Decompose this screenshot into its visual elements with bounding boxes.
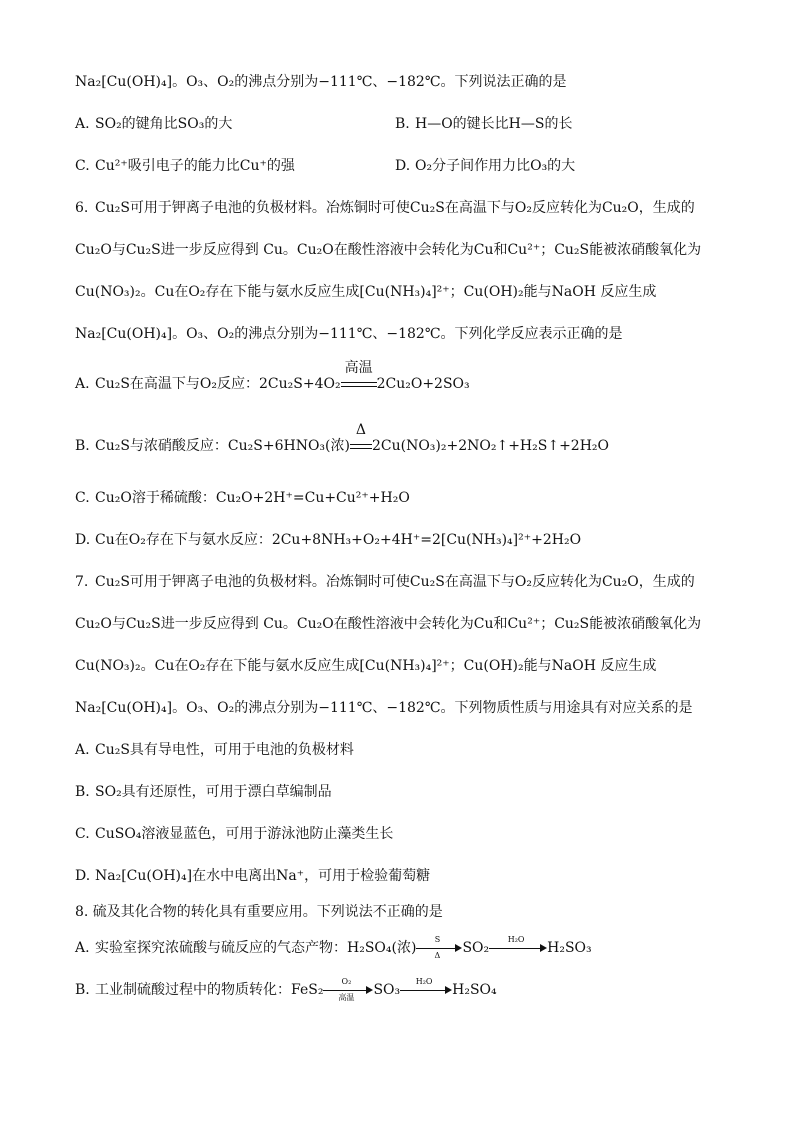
arrow-label-top: H₂O: [507, 935, 525, 944]
q7-stem-line-2: Cu₂O与Cu₂S进一步反应得到 Cu。Cu₂O在酸性溶液中会转化为Cu和Cu²⁺；Cu₂S能被浓硝酸氧化为: [75, 616, 702, 632]
reaction-condition-equals: [350, 422, 372, 453]
q6-stem-line-1: [75, 198, 734, 218]
q5-option-b: [395, 114, 573, 134]
condition-label: Δ: [355, 422, 367, 438]
option-label: B.: [75, 438, 90, 454]
q7-option-d: [75, 866, 734, 886]
q6-option-b: [75, 422, 734, 456]
q8-option-a: [75, 935, 734, 960]
reaction-arrow: [400, 977, 452, 997]
product: H₂SO₃: [547, 940, 592, 956]
arrow-label-top: H₂O: [415, 977, 433, 986]
arrow-label-bottom: Δ: [434, 951, 441, 960]
option-text: H—O的键长比H—S的长: [415, 116, 573, 132]
stem-text: Na₂[Cu(OH)₄]。O₃、O₂的沸点分别为−111℃、−182℃。: [75, 326, 455, 342]
reaction-arrow: [323, 977, 373, 1002]
option-text: 工业制硫酸过程中的物质转化：FeS₂: [95, 982, 324, 998]
q7-stem-line-3: Cu(NO₃)₂。Cu在O₂存在下能与氨水反应生成[Cu(NH₃)₄]²⁺；Cu(OH)₂能与NaOH 反应生成: [75, 658, 657, 674]
option-label: A.: [75, 940, 90, 956]
q5-stem-tail: Na₂[Cu(OH)₄]。O₃、O₂的沸点分别为−111℃、−182℃。下列说法正确的是: [75, 74, 567, 90]
stem-text: Cu₂S可用于钾离子电池的负极材料。冶炼铜时可使Cu₂S在高温下与O₂反应转化为Cu₂O，生成的: [95, 200, 695, 216]
q7-option-a: [75, 740, 734, 760]
option-text: CuSO₄溶液显蓝色，可用于游泳池防止藻类生长: [95, 826, 394, 842]
option-label: C.: [75, 158, 90, 174]
q8-stem: 8. 硫及其化合物的转化具有重要应用。下列说法不正确的是: [75, 904, 443, 920]
question-ask: 下列物质性质与用途具有对应关系的是: [454, 700, 693, 716]
condition-label: 高温: [344, 360, 373, 376]
stem-text: Na₂[Cu(OH)₄]。O₃、O₂的沸点分别为−111℃、−182℃。: [75, 700, 455, 716]
q7-option-c: [75, 824, 734, 844]
q6-stem-line-2: Cu₂O与Cu₂S进一步反应得到 Cu。Cu₂O在酸性溶液中会转化为Cu和Cu²⁺；Cu₂S能被浓硝酸氧化为: [75, 242, 702, 258]
option-label: D.: [75, 868, 91, 884]
option-label: A.: [75, 116, 90, 132]
option-text: Cu₂S具有导电性，可用于电池的负极材料: [95, 742, 354, 758]
option-text: Na₂[Cu(OH)₄]在水中电离出Na⁺，可用于检验葡萄糖: [95, 868, 431, 884]
option-text: Cu₂S与浓硝酸反应：Cu₂S+6HNO₃(浓): [95, 438, 350, 454]
option-label: B.: [395, 116, 410, 132]
q6-stem-line-4: [75, 324, 734, 344]
q7-stem-line-4: [75, 698, 734, 718]
option-label: A.: [75, 376, 90, 392]
option-text: SO₂的键角比SO₃的大: [95, 116, 233, 132]
q7-stem-line-1: [75, 572, 734, 592]
q6-stem-line-3: Cu(NO₃)₂。Cu在O₂存在下能与氨水反应生成[Cu(NH₃)₄]²⁺；Cu(OH)₂能与NaOH 反应生成: [75, 284, 657, 300]
reaction-condition-equals: [341, 360, 377, 391]
option-text: Cu₂O溶于稀硫酸：Cu₂O+2H⁺=Cu+Cu²⁺+H₂O: [95, 490, 410, 506]
option-products: 2Cu(NO₃)₂+2NO₂↑+H₂S↑+2H₂O: [371, 438, 610, 454]
q6-option-a: [75, 360, 734, 394]
question-ask: 下列化学反应表示正确的是: [454, 326, 623, 342]
q7-option-b: [75, 782, 734, 802]
intermediate: SO₂: [462, 940, 490, 956]
stem-text: Cu₂S可用于钾离子电池的负极材料。冶炼铜时可使Cu₂S在高温下与O₂反应转化为Cu₂O，生成的: [95, 574, 695, 590]
option-label: A.: [75, 742, 90, 758]
option-label: C.: [75, 826, 90, 842]
q5-option-d: [395, 156, 575, 176]
option-label: B.: [75, 982, 90, 998]
arrow-label-top: S: [434, 935, 441, 944]
option-text: Cu在O₂存在下与氨水反应：2Cu+8NH₃+O₂+4H⁺=2[Cu(NH₃)₄]²⁺+2H₂O: [95, 532, 582, 548]
question-number: 7.: [75, 574, 89, 590]
option-label: D.: [395, 158, 411, 174]
product: H₂SO₄: [452, 982, 497, 998]
option-text: SO₂具有还原性，可用于漂白草编制品: [95, 784, 332, 800]
option-products: 2Cu₂O+2SO₃: [376, 376, 470, 392]
arrow-label-top: O₂: [341, 977, 352, 986]
q6-option-d: [75, 530, 734, 550]
option-label: C.: [75, 490, 90, 506]
arrow-label-bottom: 高温: [338, 993, 355, 1002]
option-text: 实验室探究浓硫酸与硫反应的气态产物：H₂SO₄(浓): [95, 940, 417, 956]
option-text: O₂分子间作用力比O₃的大: [415, 158, 576, 174]
intermediate: SO₃: [373, 982, 401, 998]
reaction-arrow: [489, 935, 547, 955]
option-label: B.: [75, 784, 90, 800]
option-label: D.: [75, 532, 91, 548]
reaction-arrow: [416, 935, 462, 960]
q8-option-b: [75, 977, 734, 1002]
question-number: 6.: [75, 200, 89, 216]
option-text: Cu₂S在高温下与O₂反应：2Cu₂S+4O₂: [95, 376, 341, 392]
option-text: Cu²⁺吸引电子的能力比Cu⁺的强: [95, 158, 295, 174]
q6-option-c: [75, 488, 734, 508]
